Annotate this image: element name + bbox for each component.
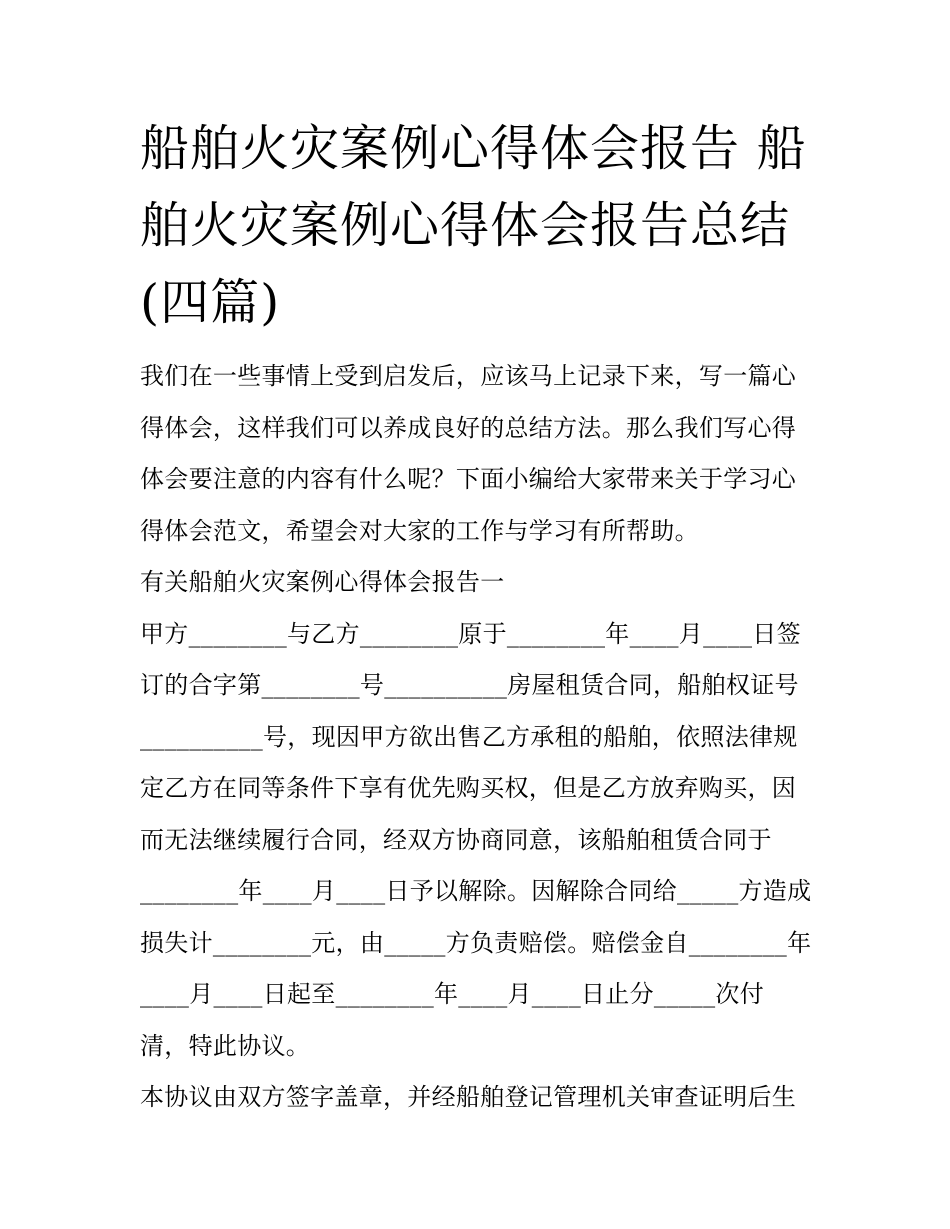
agreement-paragraph: 甲方________与乙方________原于________年____月____日签订的合字第________号__________房屋租赁合同，船舶权证号__________号，现因甲方欲出售乙方承租的船舶，依照法律规定乙方在同等条件下享有优先购买权，但是乙方放弃购买，因而无法继续履行合同，经双方协商同意，该船舶租赁合同于________年____月____日予以解除。因解除合同给_____方造成损失计________元，由_____方负责赔偿。赔偿金自________年____月____日起至________年____月____日止分_____次付清，特此协议。: [140, 619, 812, 1060]
section-heading: 有关船舶火灾案例心得体会报告一: [140, 568, 505, 596]
intro-paragraph: 我们在一些事情上受到启发后，应该马上记录下来，写一篇心得体会，这样我们可以养成良好的总结方法。那么我们写心得体会要注意的内容有什么呢？下面小编给大家带来关于学习心得体会范文，希望会对大家的工作与学习有所帮助。: [140, 362, 797, 545]
closing-paragraph: 本协议由双方签字盖章，并经船舶登记管理机关审查证明后生: [140, 1083, 797, 1111]
document-page: [140, 110, 812, 1124]
document-title: 船舶火灾案例心得体会报告 船舶火灾案例心得体会报告总结(四篇): [140, 120, 807, 331]
